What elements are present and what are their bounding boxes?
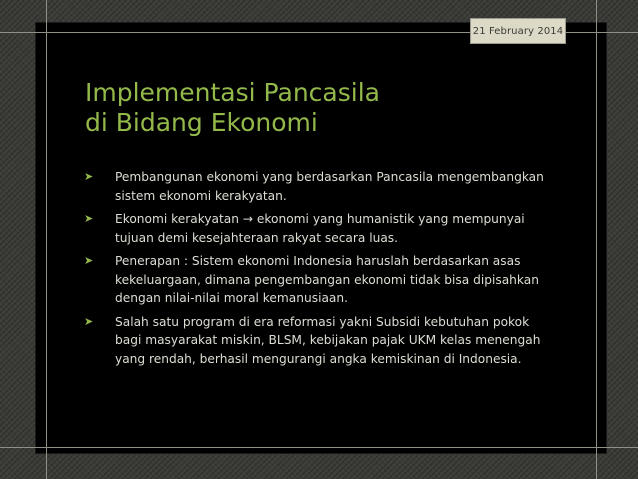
bullet-text: Ekonomi kerakyatan → ekonomi yang humanistik yang mempunyai tujuan demi kesejahteraan rakyat secara luas.	[115, 212, 525, 245]
bullet-text: Salah satu program di era reformasi yakni Subsidi kebutuhan pokok bagi masyarakat miskin, BLSM, kebijakan pajak UKM kelas menengah yang rendah, berhasil mengurangi angka kemiskinan di Indonesia.	[115, 314, 541, 366]
frame-line-bottom	[0, 447, 638, 448]
frame-line-left	[46, 0, 47, 479]
bullet-item	[84, 210, 554, 247]
arrow-right-icon: ➤	[84, 254, 94, 267]
bullet-item	[84, 313, 554, 369]
bullet-list	[84, 168, 554, 373]
date-tab	[470, 18, 566, 44]
arrow-right-icon: ➤	[84, 314, 94, 328]
slide-title-line: di Bidang Ekonomi	[85, 108, 318, 137]
arrow-right-icon: ➤	[84, 212, 94, 225]
bullet-text: Pembangunan ekonomi yang berdasarkan Pancasila mengembangkan sistem ekonomi kerakyatan.	[115, 170, 544, 203]
frame-line-right	[596, 0, 597, 479]
arrow-right-icon: ➤	[84, 170, 94, 183]
slide-title-line: Implementasi Pancasila	[85, 78, 380, 107]
slide-date: 21 February 2014	[472, 25, 564, 37]
slide-title	[85, 78, 565, 138]
bullet-text: Penerapan : Sistem ekonomi Indonesia haruslah berdasarkan asas kekeluargaan, dimana pengembangan ekonomi tidak bisa dipisahkan dengan nilai-nilai moral kemanusiaan.	[115, 254, 539, 305]
bullet-item	[84, 252, 554, 308]
bullet-item	[84, 168, 554, 205]
